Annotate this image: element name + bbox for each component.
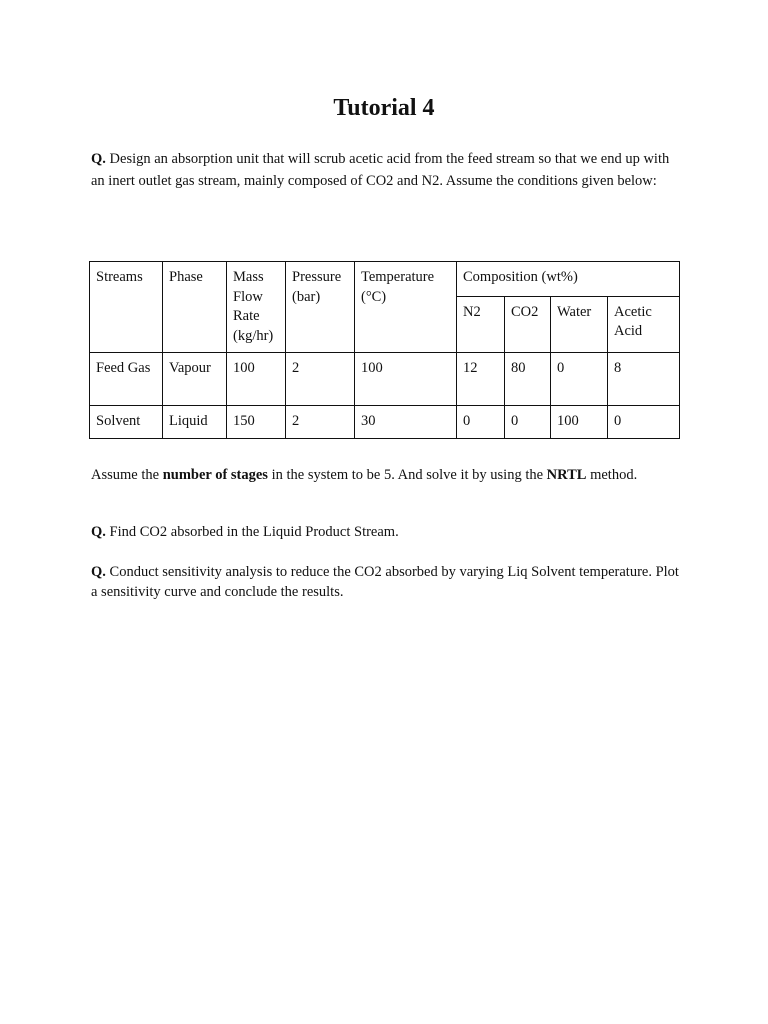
header-streams: Streams xyxy=(90,262,163,353)
cell-co2: 80 xyxy=(505,353,551,406)
cell-pressure: 2 xyxy=(286,353,355,406)
cell-acetic-acid: 0 xyxy=(608,406,680,439)
header-mass-flow: Mass Flow Rate (kg/hr) xyxy=(227,262,286,353)
cell-pressure: 2 xyxy=(286,406,355,439)
cell-stream: Solvent xyxy=(90,406,163,439)
table-row xyxy=(90,353,680,406)
cell-phase: Liquid xyxy=(163,406,227,439)
assume-text-3: method. xyxy=(586,467,638,483)
question-1-text: Design an absorption unit that will scrub acetic acid from the feed stream so that we end up with an inert outlet gas stream, mainly composed of CO2 and N2. Assume the conditions given below: xyxy=(91,151,670,189)
question-2-text: Find CO2 absorbed in the Liquid Product Stream. xyxy=(105,524,399,540)
table-row xyxy=(90,406,680,439)
header-acetic-acid: Acetic Acid xyxy=(608,296,680,352)
cell-temperature: 100 xyxy=(355,353,457,406)
cell-n2: 0 xyxy=(457,406,505,439)
cell-n2: 12 xyxy=(457,353,505,406)
question-2-paragraph xyxy=(91,523,681,543)
cell-mass-flow: 150 xyxy=(227,406,286,439)
cell-water: 100 xyxy=(551,406,608,439)
question-label: Q. xyxy=(91,564,106,580)
header-water: Water xyxy=(551,296,608,352)
cell-water: 0 xyxy=(551,353,608,406)
cell-stream: Feed Gas xyxy=(90,353,163,406)
assume-text-2: in the system to be 5. And solve it by using the xyxy=(267,467,547,483)
header-pressure: Pressure (bar) xyxy=(286,262,355,353)
cell-acetic-acid: 8 xyxy=(608,353,680,406)
question-3-paragraph xyxy=(91,563,681,602)
header-composition: Composition (wt%) xyxy=(457,262,680,297)
cell-mass-flow: 100 xyxy=(227,353,286,406)
assume-bold-stages: number of stages xyxy=(162,467,268,483)
question-3-text: Conduct sensitivity analysis to reduce the CO2 absorbed by varying Liq Solvent temperature. Plot a sensitivity curve and conclude the results. xyxy=(91,564,679,600)
cell-temperature: 30 xyxy=(355,406,457,439)
stream-conditions-table xyxy=(89,261,680,439)
assume-text-1: Assume the xyxy=(91,467,163,483)
assumption-paragraph xyxy=(91,466,681,486)
cell-phase: Vapour xyxy=(163,353,227,406)
header-phase: Phase xyxy=(163,262,227,353)
table-header-row xyxy=(90,262,680,297)
question-label: Q. xyxy=(91,151,106,167)
assume-bold-nrtl: NRTL xyxy=(546,467,587,483)
question-1-paragraph xyxy=(91,148,681,192)
cell-co2: 0 xyxy=(505,406,551,439)
page-title: Tutorial 4 xyxy=(333,95,435,121)
header-n2: N2 xyxy=(457,296,505,352)
header-co2: CO2 xyxy=(505,296,551,352)
question-label: Q. xyxy=(91,524,106,540)
header-temperature: Temperature (°C) xyxy=(355,262,457,353)
